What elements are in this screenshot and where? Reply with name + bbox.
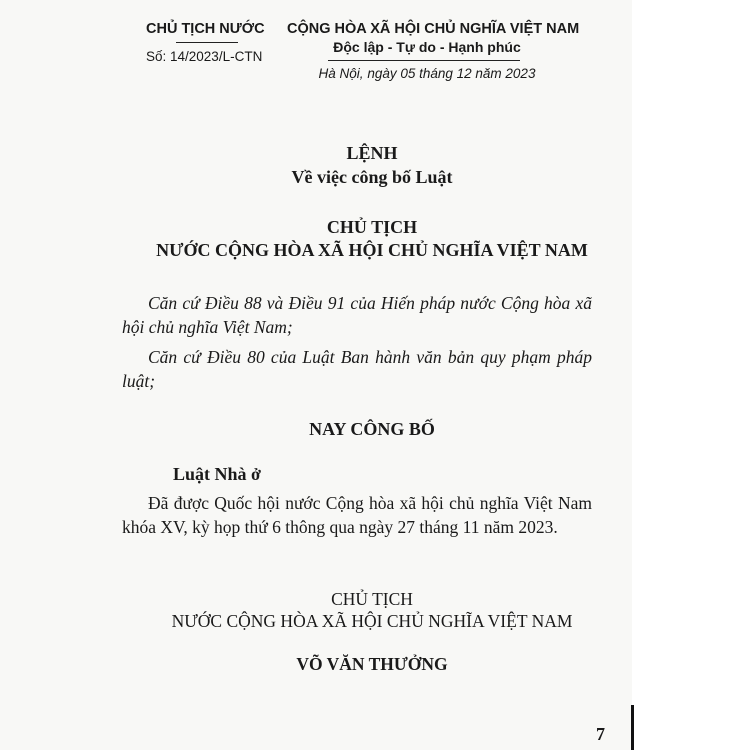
law-name: Luật Nhà ở — [173, 464, 261, 484]
document-subject: Về việc công bố Luật — [291, 167, 453, 187]
signer-name: VÕ VĂN THƯỞNG — [296, 654, 448, 674]
legal-basis-1: Căn cứ Điều 88 và Điều 91 của Hiến pháp nước Cộng hòa xã hội chủ nghĩa Việt Nam; — [122, 293, 592, 337]
motto: Độc lập - Tự do - Hạnh phúc — [333, 39, 521, 55]
place-date: Hà Nội, ngày 05 tháng 12 năm 2023 — [318, 66, 536, 81]
page-number: 7 — [596, 724, 605, 744]
authority-line-1: CHỦ TỊCH — [326, 217, 418, 237]
issuer: CHỦ TỊCH NƯỚC — [146, 21, 265, 37]
law-body: Đã được Quốc hội nước Cộng hòa xã hội chủ nghĩa Việt Nam khóa XV, kỳ họp thứ 6 thông qua ngày 27 tháng 11 năm 2023. — [122, 493, 592, 537]
signature-title-2: NƯỚC CỘNG HÒA XÃ HỘI CHỦ NGHĨA VIỆT NAM — [171, 611, 573, 631]
issuer-underline — [176, 42, 238, 43]
legal-basis-2: Căn cứ Điều 80 của Luật Ban hành văn bản quy phạm pháp luật; — [122, 347, 592, 391]
country-name: CỘNG HÒA XÃ HỘI CHỦ NGHĨA VIỆT NAM — [287, 21, 580, 37]
authority-line-2: NƯỚC CỘNG HÒA XÃ HỘI CHỦ NGHĨA VIỆT NAM — [156, 240, 588, 260]
proclamation: NAY CÔNG BỐ — [309, 419, 435, 439]
document-number: Số: 14/2023/L-CTN — [146, 49, 263, 64]
signature-title-1: CHỦ TỊCH — [331, 589, 413, 609]
motto-underline — [328, 60, 520, 61]
page-edge — [631, 705, 634, 750]
document-type: LỆNH — [346, 143, 398, 163]
